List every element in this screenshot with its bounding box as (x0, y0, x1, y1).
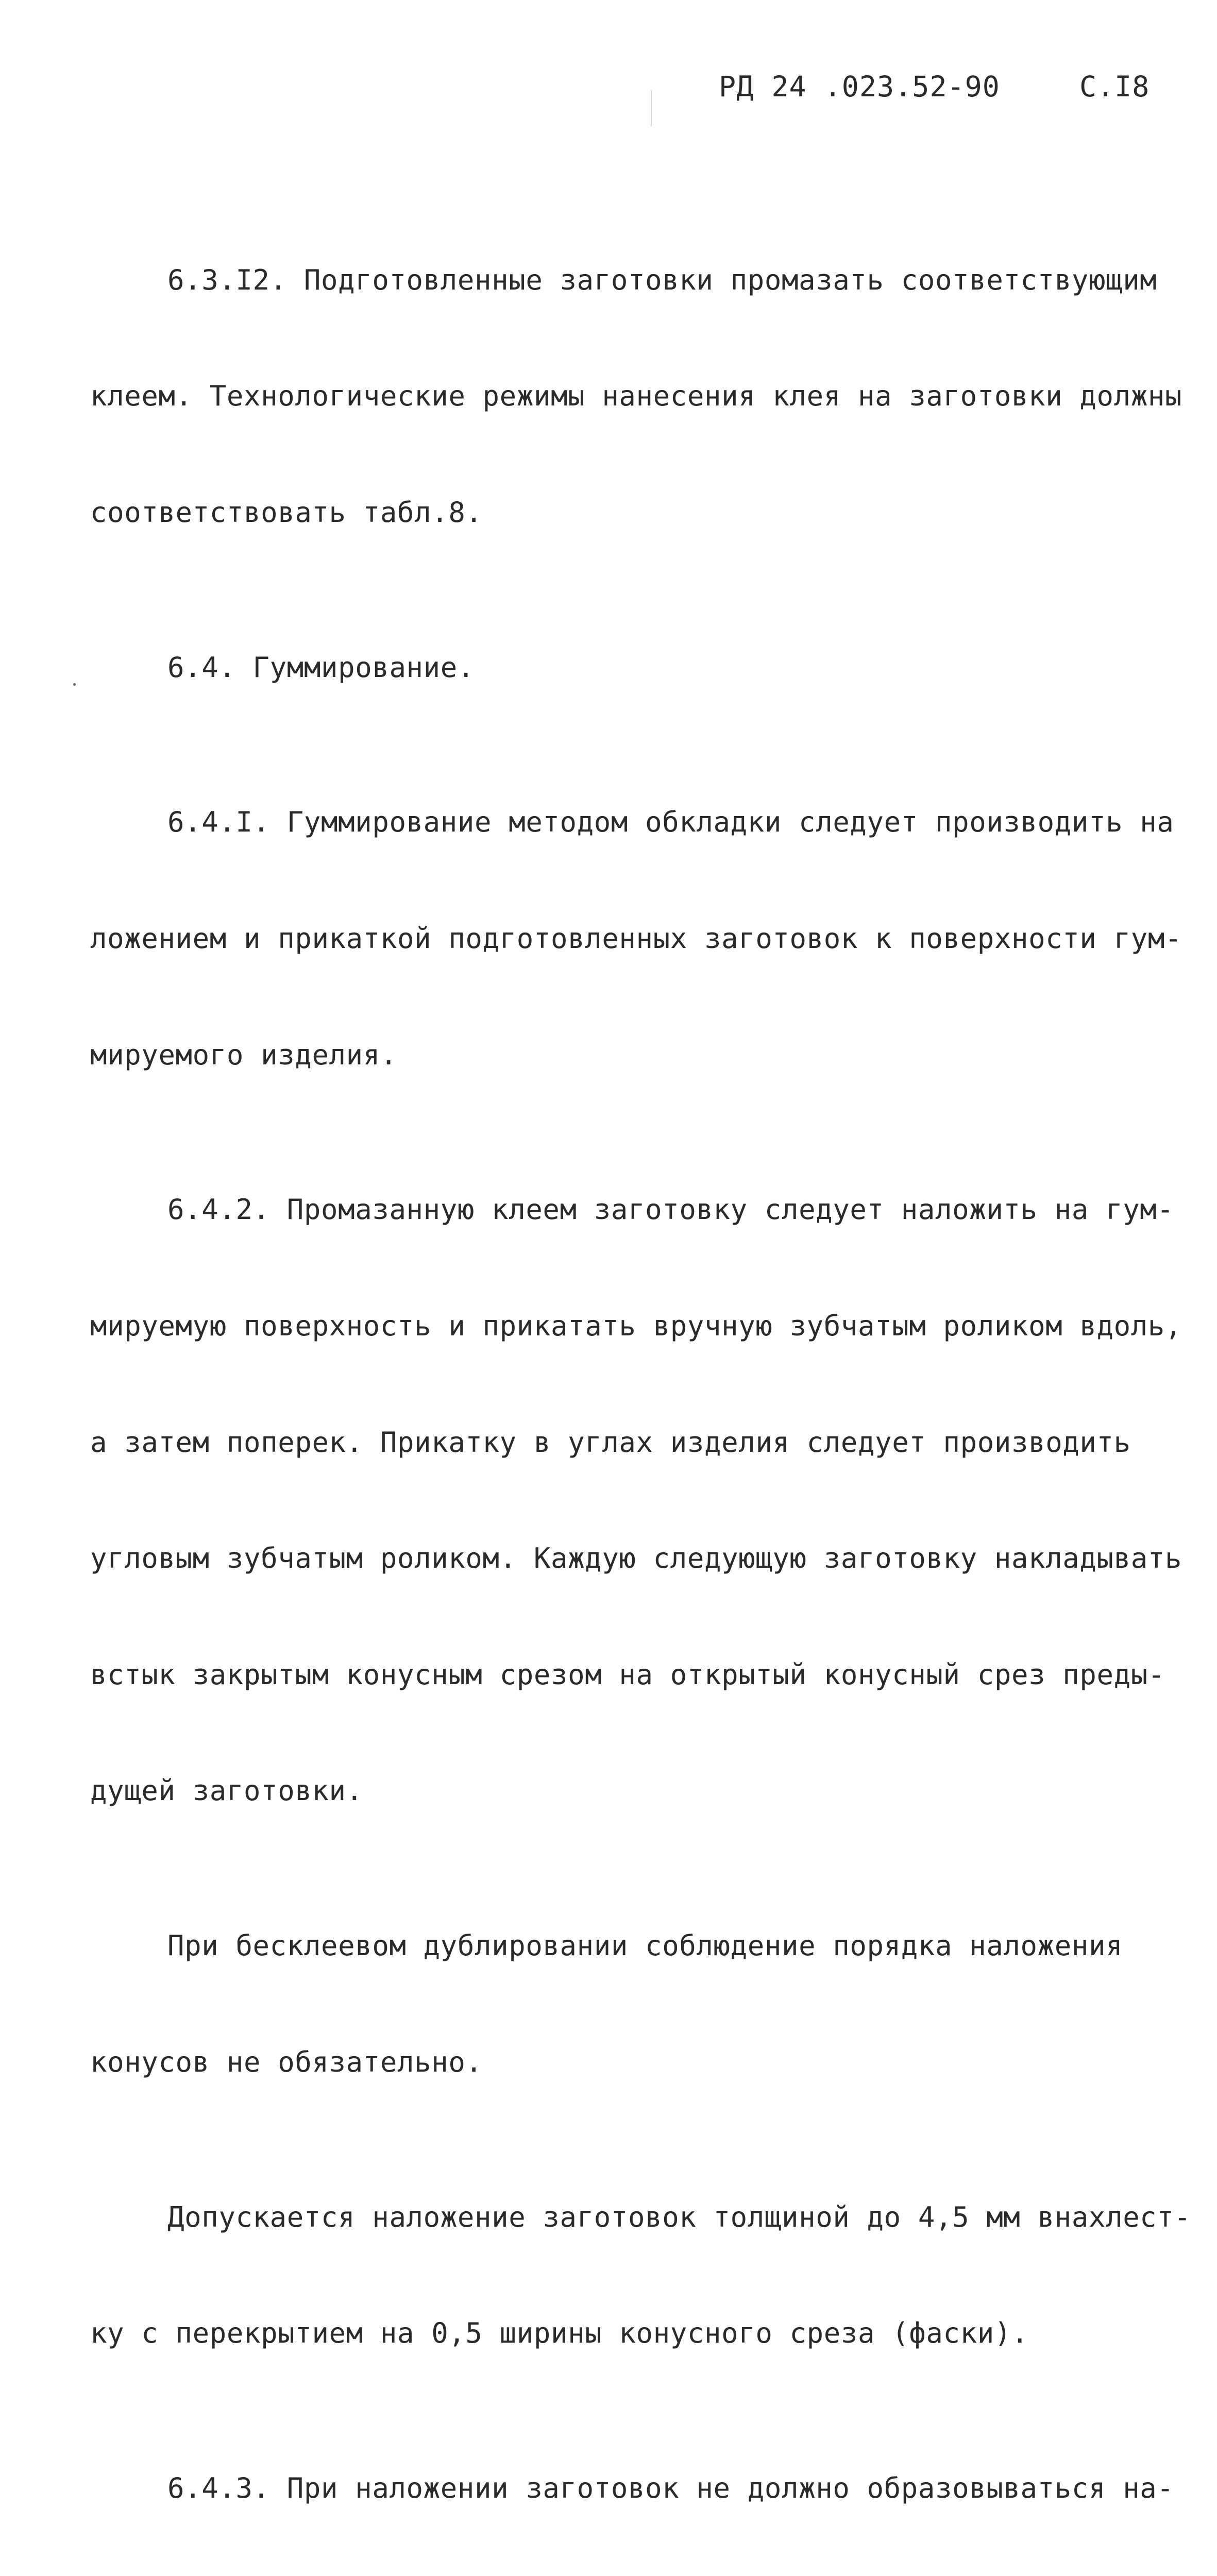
text-line: клеем. Технологические режимы нанесения клея на заготовки должны (90, 380, 1182, 413)
text-line: При бесклеевом дублировании соблюдение порядка наложения (167, 1929, 1123, 1962)
text-line: ложением и прикаткой подготовленных заготовок к поверхности гум- (90, 922, 1182, 955)
page-number: С.I8 (1079, 70, 1150, 103)
document-body (90, 144, 1191, 2576)
scan-mark (651, 90, 652, 126)
section-heading: 6.4. Гуммирование. (167, 651, 475, 684)
text-line: а затем поперек. Прикатку в углах изделия следует производить (90, 1426, 1131, 1459)
document-code: РД 24 .023.52-90 (719, 70, 1000, 103)
text-line: угловым зубчатым роликом. Каждую следующую заготовку накладывать (90, 1542, 1182, 1575)
scan-dot (73, 683, 76, 686)
text-line: конусов не обязательно. (90, 2045, 483, 2078)
text-line: ку с перекрытием на 0,5 ширины конусного среза (фаски). (90, 2317, 1029, 2350)
page-header (719, 66, 1182, 107)
text-line: соответствовать табл.8. (90, 496, 483, 529)
text-line: 6.4.I. Гуммирование методом обкладки следует производить на (167, 806, 1174, 839)
text-line: 6.4.3. При наложении заготовок не должно образовываться на- (167, 2471, 1174, 2504)
text-line: 6.3.I2. Подготовленные заготовки промазать соответствующим (167, 263, 1157, 296)
text-line: дущей заготовки. (90, 1774, 363, 1807)
text-line: 6.4.2. Промазанную клеем заготовку следует наложить на гум- (167, 1193, 1174, 1226)
text-line: мируемую поверхность и прикатать вручную зубчатым роликом вдоль, (90, 1309, 1182, 1342)
text-line: встык закрытым конусным срезом на открытый конусный срез преды- (90, 1658, 1165, 1691)
text-line: Допускается наложение заготовок толщиной до 4,5 мм внахлест- (167, 2200, 1191, 2233)
text-line: мируемого изделия. (90, 1038, 397, 1071)
